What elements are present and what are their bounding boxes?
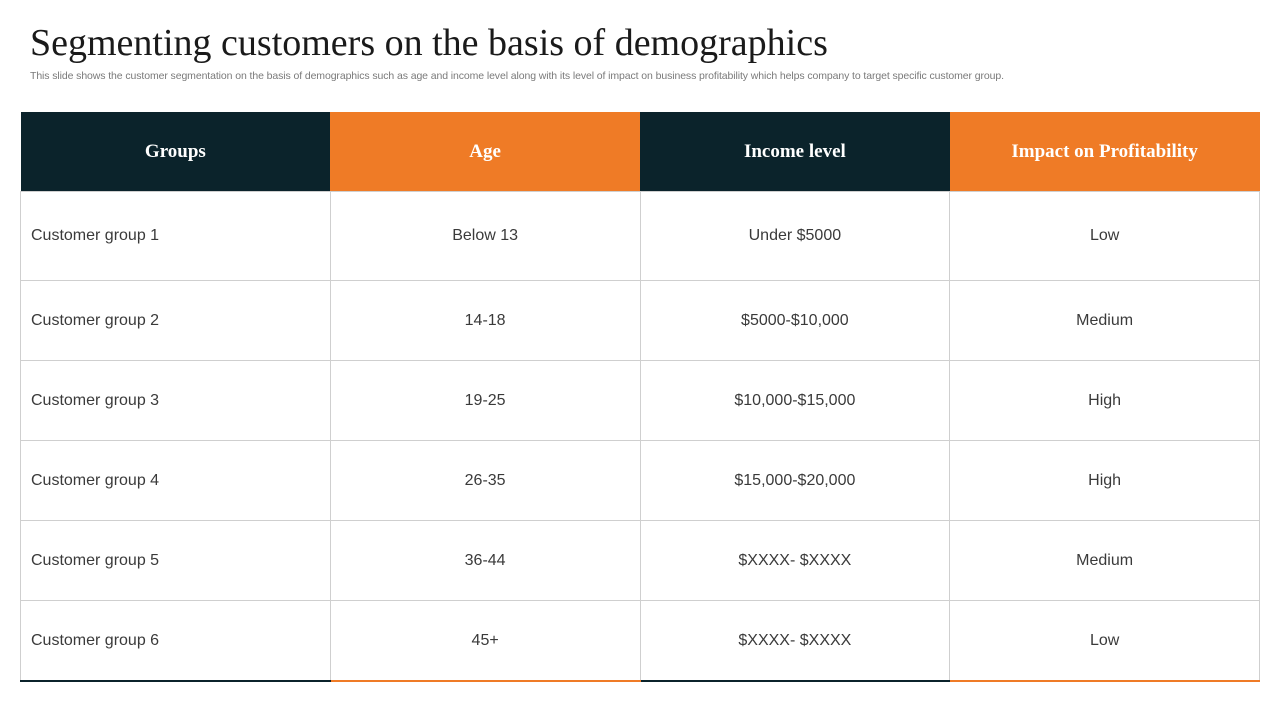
cell-age: 14-18 — [330, 281, 640, 361]
cell-income: $XXXX- $XXXX — [640, 521, 950, 601]
cell-group: Customer group 4 — [21, 441, 331, 521]
cell-impact: Medium — [950, 281, 1260, 361]
header-impact-on-profitability: Impact on Profitability — [950, 112, 1260, 192]
cell-income: $5000-$10,000 — [640, 281, 950, 361]
header-income-level: Income level — [640, 112, 950, 192]
table-row — [21, 601, 1260, 682]
table-row — [21, 521, 1260, 601]
cell-income: $XXXX- $XXXX — [640, 601, 950, 682]
cell-group: Customer group 2 — [21, 281, 331, 361]
cell-group: Customer group 1 — [21, 192, 331, 281]
cell-income: $15,000-$20,000 — [640, 441, 950, 521]
cell-income: Under $5000 — [640, 192, 950, 281]
table-row — [21, 361, 1260, 441]
header-age: Age — [330, 112, 640, 192]
table-row — [21, 441, 1260, 521]
cell-income: $10,000-$15,000 — [640, 361, 950, 441]
table-header-row — [21, 112, 1260, 192]
cell-impact: High — [950, 361, 1260, 441]
cell-age: 26-35 — [330, 441, 640, 521]
header-groups: Groups — [21, 112, 331, 192]
cell-impact: Medium — [950, 521, 1260, 601]
cell-impact: High — [950, 441, 1260, 521]
cell-age: 36-44 — [330, 521, 640, 601]
page-subtitle: This slide shows the customer segmentation on the basis of demographics such as age and income level along with its level of impact on business profitability which helps company to target specific customer group. — [30, 70, 1004, 82]
table-row — [21, 192, 1260, 281]
page-title: Segmenting customers on the basis of demographics — [30, 22, 828, 64]
table-row — [21, 281, 1260, 361]
segmentation-table — [20, 112, 1260, 682]
cell-group: Customer group 3 — [21, 361, 331, 441]
cell-age: 19-25 — [330, 361, 640, 441]
cell-group: Customer group 5 — [21, 521, 331, 601]
cell-group: Customer group 6 — [21, 601, 331, 682]
cell-impact: Low — [950, 601, 1260, 682]
cell-impact: Low — [950, 192, 1260, 281]
cell-age: Below 13 — [330, 192, 640, 281]
cell-age: 45+ — [330, 601, 640, 682]
